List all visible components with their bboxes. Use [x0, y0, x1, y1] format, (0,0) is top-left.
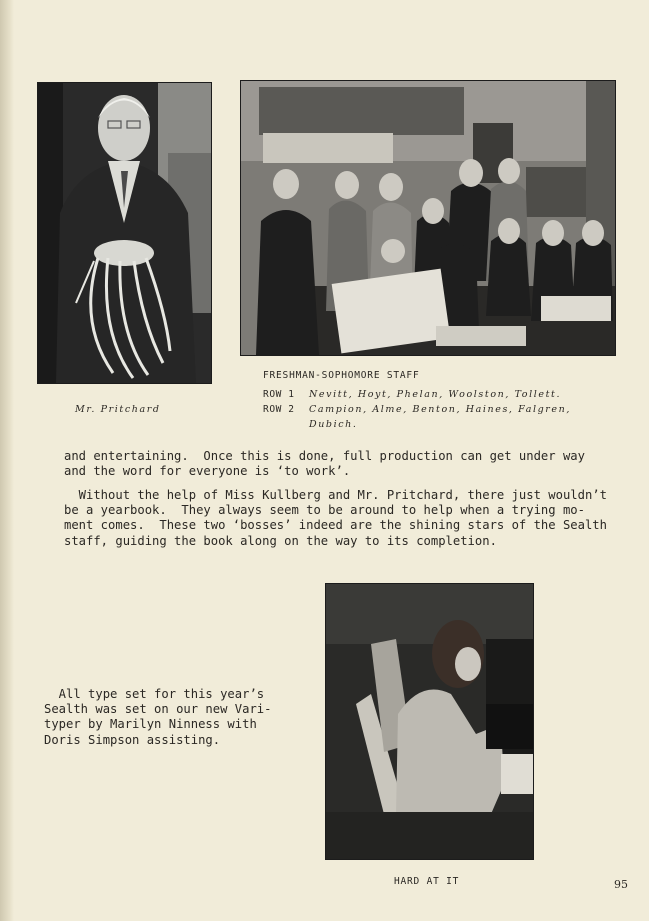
paragraph-line: All type set for this year’s: [44, 687, 265, 701]
paragraph-line: Sealth was set on our new Vari-: [44, 702, 272, 717]
paragraph-typesetting: [44, 687, 294, 748]
page-binding-shadow: [0, 0, 14, 921]
photo-mr-pritchard-image: [38, 83, 211, 383]
page-number: 95: [614, 878, 628, 891]
photo-hard-at-it: [325, 583, 534, 860]
photo-mr-pritchard: [37, 82, 212, 384]
row-1-names: Nevitt, Hoyt, Phelan, Woolston, Tollett.: [309, 389, 562, 400]
paragraph-line: typer by Marilyn Ninness with: [44, 717, 257, 732]
photo-freshman-sophomore-staff: [240, 80, 616, 356]
paragraph-line: staff, guiding the book along on the way to its completion.: [64, 533, 497, 548]
paragraph-production: [64, 449, 604, 479]
paragraph-line: and the word for everyone is ‘to work’.: [64, 464, 351, 479]
row-2-label: ROW 2: [263, 404, 295, 415]
photo-typist-image: [326, 584, 533, 859]
paragraph-line: and entertaining. Once this is done, full production can get under way: [64, 449, 585, 463]
caption-staff-title: FRESHMAN-SOPHOMORE STAFF: [263, 370, 420, 381]
row-2-names: Campion, Alme, Benton, Haines, Falgren,: [309, 404, 571, 415]
caption-row-1: [263, 389, 561, 400]
photo-staff-image: [241, 81, 615, 355]
paragraph-line: ment comes. These two ‘bosses’ indeed are the shining stars of the Sealth: [64, 518, 607, 533]
paragraph-line: be a yearbook. They always seem to be around to help when a trying mo-: [64, 503, 585, 518]
caption-row-2-continued: [309, 419, 358, 430]
caption-row-2: [263, 404, 571, 415]
row-1-label: ROW 1: [263, 389, 295, 400]
caption-mr-pritchard: Mr. Pritchard: [75, 404, 161, 415]
paragraph-line: Without the help of Miss Kullberg and Mr. Pritchard, there just wouldn’t: [64, 488, 607, 502]
paragraph-line: Doris Simpson assisting.: [44, 732, 221, 747]
paragraph-advisors: [64, 488, 607, 549]
row-2-names-continued: Dubich.: [309, 419, 358, 430]
caption-hard-at-it: HARD AT IT: [394, 876, 460, 887]
